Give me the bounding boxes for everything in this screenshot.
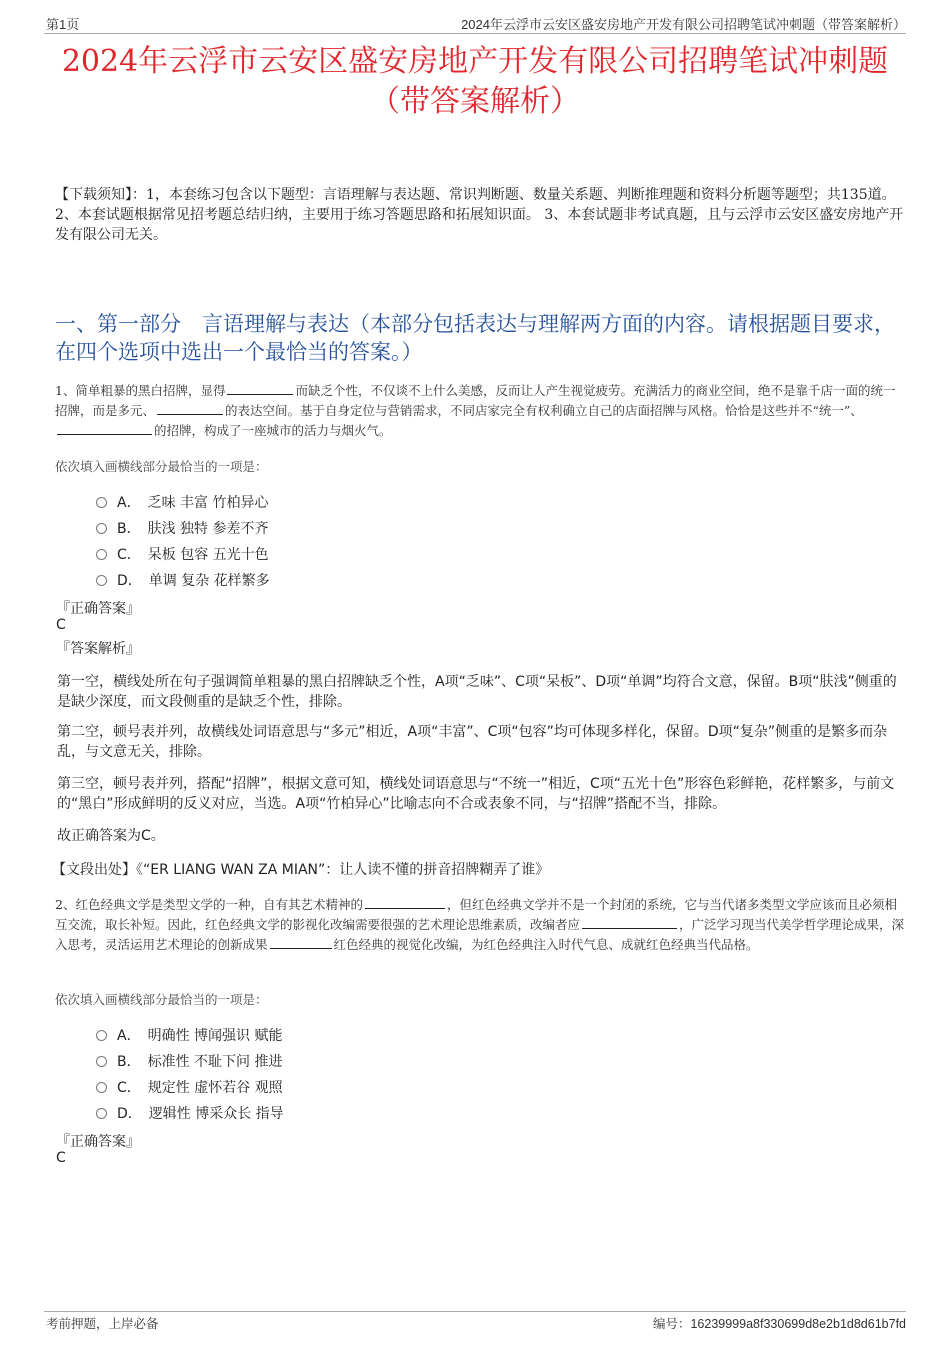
option-label: C． 规定性 虚怀若谷 观照: [117, 1080, 283, 1096]
title-line-1: 2024年云浮市云安区盛安房地产开发有限公司招聘笔试冲刺题: [61, 44, 889, 79]
fill-blank: [57, 421, 152, 435]
footer-slogan: 考前押题，上岸必备: [46, 1317, 159, 1331]
fill-blank: [365, 895, 445, 909]
passage-source: 【文段出处】《“ER LIANG WAN ZA MIAN”：让人读不懂的拼音招牌糊弄了谁》: [52, 862, 550, 878]
fill-blank: [582, 915, 677, 929]
answer-label: 『正确答案』: [56, 601, 140, 617]
header-divider: [44, 33, 906, 34]
q-text: 2、红色经典文学是类型文学的一种，自有其艺术精神的: [55, 897, 363, 912]
answer-value: C: [56, 1150, 66, 1166]
option-d[interactable]: [96, 1103, 284, 1123]
header-doc-title: 2024年云浮市云安区盛安房地产开发有限公司招聘笔试冲刺题（带答案解析）: [461, 17, 906, 32]
q-text: 而缺乏个性，不仅谈不上什么美感，反而让人产生视觉疲劳。充满活力的商业空间，绝不是靠千店一面的统一招牌，而是多元、: [55, 383, 896, 418]
option-label: B． 标准性 不耻下问 推进: [117, 1054, 283, 1070]
option-label: D． 逻辑性 博采众长 指导: [117, 1106, 284, 1122]
q-text: 1、简单粗暴的黑白招牌，显得: [55, 383, 226, 398]
option-label: B． 肤浅 独特 参差不齐: [117, 521, 269, 537]
analysis-conclusion: 故正确答案为C。: [57, 828, 165, 844]
radio-icon[interactable]: [96, 497, 107, 508]
option-label: A． 乏味 丰富 竹柏异心: [117, 495, 269, 511]
option-c[interactable]: [96, 1077, 283, 1097]
page-title: [40, 42, 910, 122]
option-b[interactable]: [96, 518, 269, 538]
q-text: 的招牌，构成了一座城市的活力与烟火气。: [154, 423, 392, 438]
option-label: A． 明确性 博闻强识 赋能: [117, 1028, 283, 1044]
option-d[interactable]: [96, 570, 270, 590]
option-b[interactable]: [96, 1051, 283, 1071]
question-1-text: [55, 381, 905, 441]
radio-icon[interactable]: [96, 1108, 107, 1119]
q-text: 红色经典的视觉化改编，为红色经典注入时代气息、成就红色经典当代品格。: [333, 937, 759, 952]
option-a[interactable]: [96, 492, 268, 512]
analysis-paragraph: 第三空，顿号表并列，搭配“招牌”，根据文意可知，横线处词语意思与“不统一”相近，C项“五光十色”形容色彩鲜艳，花样繁多，与前文的“黑白”形成鲜明的反义对应，当选。A项“竹柏异心”比喻志向不合或表象不同，与“招牌”搭配不当，排除。: [57, 776, 895, 812]
section-heading: 一、第一部分 言语理解与表达（本部分包括表达与理解两方面的内容。请根据题目要求，在四个选项中选出一个最恰当的答案。）: [55, 312, 895, 364]
radio-icon[interactable]: [96, 1082, 107, 1093]
radio-icon[interactable]: [96, 1056, 107, 1067]
analysis-label: 『答案解析』: [56, 641, 140, 657]
radio-icon[interactable]: [96, 1030, 107, 1041]
option-label: C． 呆板 包容 五光十色: [117, 547, 269, 563]
radio-icon[interactable]: [96, 523, 107, 534]
q-text: ，但红色经典文学并不是一个封闭的系统，它与当代诸多类型文学应该而且必须相互交流，取长补短。因此，红色经典文学的影视化改编需要很强的艺术理论思维素质，改编者应: [55, 897, 897, 932]
option-a[interactable]: [96, 1025, 282, 1045]
download-notice: 【下载须知】：1，本套练习包含以下题型：言语理解与表达题、常识判断题、数量关系题、判断推理题和资料分析题等题型；共135道。 2、本套试题根据常见招考题总结归纳，主要用于练习答题思路和拓展知识面。 3、本套试题非考试真题，且与云浮市云安区盛安房地产开发有限公司无关。: [55, 187, 904, 243]
page-number: 第1页: [46, 17, 80, 32]
fill-blank: [270, 935, 332, 949]
option-c[interactable]: [96, 544, 269, 564]
q-text: 的表达空间。基于自身定位与营销需求，不同店家完全有权利确立自己的店面招牌与风格。恰恰是这些并不“统一”、: [225, 403, 863, 418]
answer-value: C: [56, 617, 66, 633]
analysis-paragraph: 第二空，顿号表并列，故横线处词语意思与“多元”相近，A项“丰富”、C项“包容”均可体现多样化，保留。D项“复杂”侧重的是繁多而杂乱，与文意无关，排除。: [57, 724, 888, 760]
answer-label: 『正确答案』: [56, 1134, 140, 1150]
question-2-text: [55, 895, 905, 955]
fill-blank: [227, 381, 293, 395]
radio-icon[interactable]: [96, 549, 107, 560]
q-text: ，广泛学习现当代美学哲学理论成果，深入思考，灵活运用艺术理论的创新成果: [55, 917, 905, 952]
question-2-prompt: 依次填入画横线部分最恰当的一项是：: [55, 992, 268, 1007]
radio-icon[interactable]: [96, 575, 107, 586]
footer-divider: [44, 1311, 906, 1312]
option-label: D． 单调 复杂 花样繁多: [117, 573, 270, 589]
title-line-2: （带答案解析）: [370, 84, 580, 119]
question-1-prompt: 依次填入画横线部分最恰当的一项是：: [55, 459, 268, 474]
footer-serial: 编号：16239999a8f330699d8e2b1d8d61b7fd: [652, 1317, 906, 1331]
fill-blank: [157, 401, 223, 415]
analysis-paragraph: 第一空，横线处所在句子强调简单粗暴的黑白招牌缺乏个性，A项“乏味”、C项“呆板”、D项“单调”均符合文意，保留。B项“肤浅”侧重的是缺少深度，而文段侧重的是缺乏个性，排除。: [57, 674, 897, 710]
